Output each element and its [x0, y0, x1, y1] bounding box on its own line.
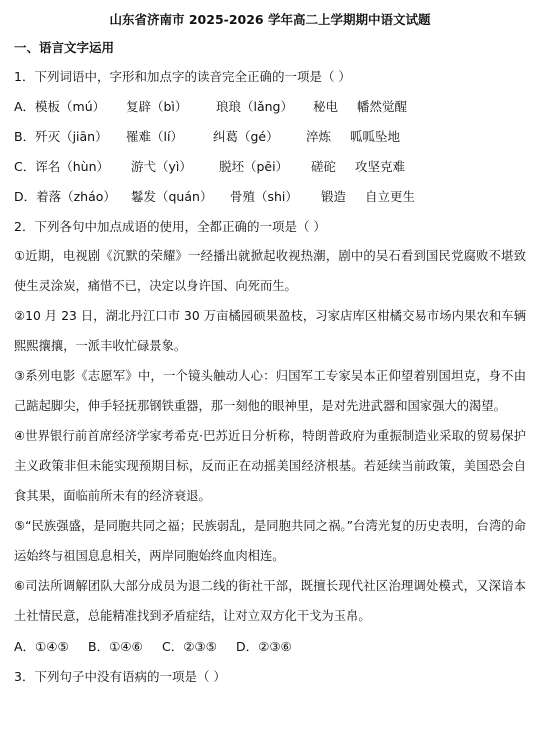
option-cell: 锻造: [321, 189, 347, 204]
question-1-option-b: [14, 129, 526, 145]
option-cell: 淬炼: [306, 129, 332, 144]
answer-option-a: A．①④⑤: [14, 639, 69, 654]
option-cell: 磋砣: [311, 159, 337, 174]
option-cell: A．模板（mú）: [14, 99, 106, 114]
question-2-item-2: ②10 月 23 日，湖北丹江口市 30 万亩橘园硕果盈枝，习家店库区柑橘交易市场内果农和车辆熙熙攘攘，一派丰收忙碌景象。: [14, 309, 526, 353]
answer-option-c: C．②③⑤: [162, 639, 217, 654]
option-cell: 骨殖（shi）: [230, 189, 298, 204]
option-cell: D．着落（zháo）: [14, 189, 116, 204]
option-cell: 秘电: [313, 99, 339, 114]
option-cell: 罹难（lí）: [126, 129, 183, 144]
answer-option-d: D．②③⑥: [236, 639, 292, 654]
option-cell: C．诨名（hùn）: [14, 159, 109, 174]
question-2-item-6: ⑥司法所调解团队大部分成员为退二线的街社干部，既擅长现代社区治理调处模式，又深谙本土社情民意，总能精准找到矛盾症结，让对立双方化干戈为玉帛。: [14, 579, 526, 623]
option-cell: 纠葛（gé）: [213, 129, 279, 144]
question-2-item-1: ①近期，电视剧《沉默的荣耀》一经播出就掀起收视热潮，剧中的吴石看到国民党腐败不堪致使生灵涂炭，痛惜不已，决定以身许国、向死而生。: [14, 249, 526, 293]
option-cell: 呱呱坠地: [350, 129, 401, 144]
question-1-option-a: [14, 99, 526, 115]
option-cell: B．歼灭（jiān）: [14, 129, 108, 144]
question-2-stem: 2．下列各句中加点成语的使用，全都正确的一项是（ ）: [14, 219, 326, 234]
question-2-answers: [14, 639, 526, 655]
question-1-option-d: [14, 189, 526, 205]
question-1-option-c: [14, 159, 526, 175]
option-cell: 自立更生: [365, 189, 416, 204]
option-cell: 鬈发（quán）: [131, 189, 213, 204]
page-title: 山东省济南市 2025-2026 学年高二上学期期中语文试题: [109, 12, 431, 27]
question-2-item-4: ④世界银行前首席经济学家考希克·巴苏近日分析称，特朗普政府为重振制造业采取的贸易保护主义政策非但未能实现预期目标，反而正在动摇美国经济根基。若延续当前政策，美国恐会自食其果，面临前所未有的经济衰退。: [14, 429, 526, 503]
question-1-stem: 1．下列词语中，字形和加点字的读音完全正确的一项是（ ）: [14, 69, 351, 84]
option-cell: 幡然觉醒: [357, 99, 408, 114]
answer-option-b: B．①④⑥: [88, 639, 143, 654]
question-2-item-3: ③系列电影《志愿军》中，一个镜头触动人心：归国军工专家吴本正仰望着别国坦克，身不由己踮起脚尖，伸手轻抚那钢铁重器，那一刻他的眼神里，是对先进武器和国家强大的渴望。: [14, 369, 526, 413]
option-cell: 攻坚克难: [355, 159, 406, 174]
option-cell: 琅琅（lǎng）: [216, 99, 293, 114]
option-cell: 游弋（yì）: [131, 159, 192, 174]
option-cell: 复辟（bì）: [126, 99, 188, 114]
question-2-item-5: ⑤“民族强盛，是同胞共同之福；民族弱乱，是同胞共同之祸。”台湾光复的历史表明，台湾的命运始终与祖国息息相关，两岸同胞始终血肉相连。: [14, 519, 526, 563]
section-heading: 一、语言文字运用: [14, 40, 115, 55]
option-cell: 脱坯（pēi）: [219, 159, 289, 174]
question-3-stem: 3．下列句子中没有语病的一项是（ ）: [14, 669, 226, 684]
